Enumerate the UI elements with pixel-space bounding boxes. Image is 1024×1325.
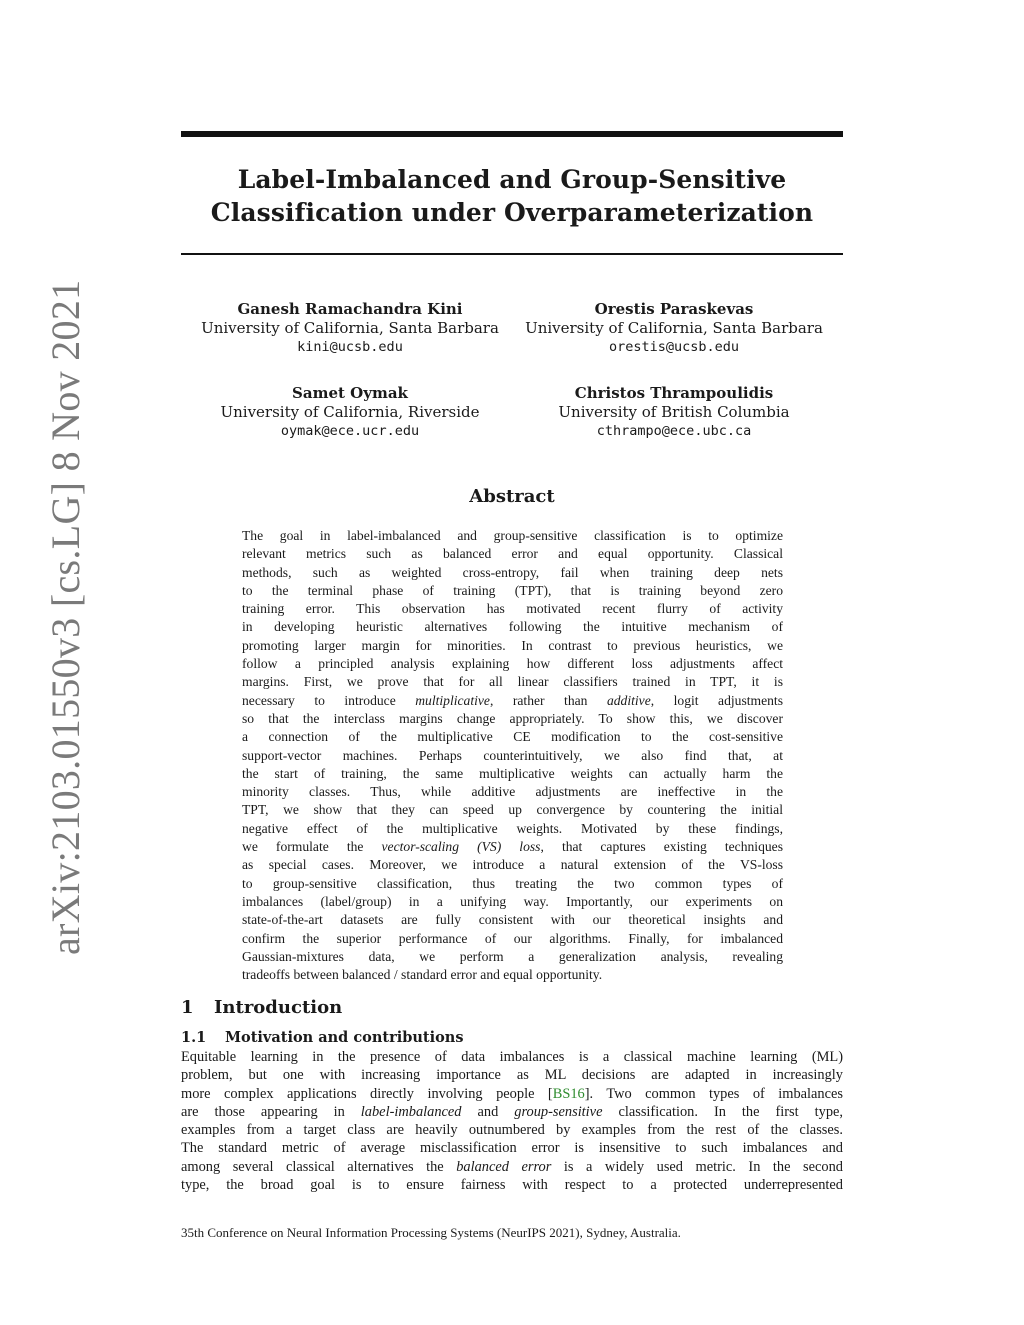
abstract-line: promoting larger margin for minorities. In contrast to previous heuristics, we bbox=[242, 637, 783, 653]
author-affiliation: University of British Columbia bbox=[558, 403, 790, 421]
abstract-line: methods, such as weighted cross-entropy, fail when training deep nets bbox=[242, 564, 783, 580]
subsection-title: Motivation and contributions bbox=[225, 1029, 464, 1046]
title-line-2: Classification under Overparameterization bbox=[210, 198, 814, 227]
author-email[interactable]: cthrampo@ece.ubc.ca bbox=[596, 423, 752, 439]
abstract-line: TPT, we show that they can speed up convergence by countering the initial bbox=[242, 802, 783, 818]
abstract-line: to group-sensitive classification, thus treating the two common types of bbox=[242, 875, 783, 891]
abstract-line: as special cases. Moreover, we introduce a natural extension of the VS-loss bbox=[242, 857, 783, 873]
abstract-line: so that the interclass margins change appropriately. To show this, we discover bbox=[242, 710, 783, 726]
abstract-line: follow a principled analysis explaining how different loss adjustments affect bbox=[242, 656, 783, 672]
author-name: Ganesh Ramachandra Kini bbox=[237, 300, 463, 318]
intro-paragraph bbox=[181, 1048, 843, 1194]
body-line: are those appearing in label-imbalanced and group-sensitive classification. In the first type, bbox=[181, 1103, 844, 1120]
arxiv-stamp: arXiv:2103.01550v3 [cs.LG] 8 Nov 2021 bbox=[43, 279, 88, 955]
abstract-line: we formulate the vector-scaling (VS) loss, that captures existing techniques bbox=[242, 839, 784, 855]
author-name: Samet Oymak bbox=[292, 384, 408, 402]
body-line: problem, but one with increasing importance as ML decisions are adapted in increasingly bbox=[181, 1067, 843, 1084]
author-block bbox=[514, 384, 834, 441]
abstract-line: minority classes. Thus, while additive adjustments are ineffective in the bbox=[242, 784, 783, 800]
abstract-line: relevant metrics such as balanced error and equal opportunity. Classical bbox=[242, 546, 783, 562]
abstract-line: a connection of the multiplicative CE modification to the cost-sensitive bbox=[242, 729, 783, 745]
subsection-number: 1.1 bbox=[181, 1029, 207, 1046]
subsection-heading bbox=[181, 1029, 464, 1046]
abstract-line: imbalances (label/group) in a unifying way. Importantly, our experiments on bbox=[242, 893, 783, 909]
abstract-line: The goal in label-imbalanced and group-sensitive classification is to optimize bbox=[242, 528, 783, 543]
author-block bbox=[190, 384, 510, 441]
section-heading bbox=[181, 997, 342, 1018]
abstract-heading: Abstract bbox=[469, 486, 555, 507]
author-block bbox=[190, 300, 510, 357]
author-name: Christos Thrampoulidis bbox=[574, 384, 774, 402]
paper-title bbox=[181, 163, 843, 229]
body-line: The standard metric of average misclassification error is insensitive to such imbalances and bbox=[181, 1140, 843, 1157]
abstract-line: the start of training, the same multiplicative weights can actually harm the bbox=[242, 765, 783, 781]
section-title: Introduction bbox=[214, 997, 343, 1018]
abstract-line: Gaussian-mixtures data, we perform a generalization analysis, revealing bbox=[242, 948, 783, 964]
abstract-line: confirm the superior performance of our algorithms. Finally, for imbalanced bbox=[242, 930, 783, 946]
author-email[interactable]: kini@ucsb.edu bbox=[297, 339, 403, 355]
author-email[interactable]: orestis@ucsb.edu bbox=[608, 339, 740, 355]
abstract-line: negative effect of the multiplicative weights. Motivated by these findings, bbox=[242, 820, 783, 836]
abstract-line: training error. This observation has motivated recent flurry of activity bbox=[242, 601, 783, 617]
section-number: 1 bbox=[181, 997, 194, 1018]
citation-link[interactable]: BS16 bbox=[552, 1085, 585, 1102]
body-line: Equitable learning in the presence of data imbalances is a classical machine learning (ML) bbox=[181, 1049, 843, 1065]
title-line-1: Label-Imbalanced and Group-Sensitive bbox=[237, 165, 787, 194]
conference-footer: 35th Conference on Neural Information Processing Systems (NeurIPS 2021), Sydney, Australia. bbox=[181, 1225, 681, 1240]
body-line: type, the broad goal is to ensure fairness with respect to a protected underrepresented bbox=[181, 1177, 843, 1194]
title-top-rule bbox=[181, 131, 843, 137]
author-affiliation: University of California, Riverside bbox=[220, 403, 480, 421]
body-line: among several classical alternatives the balanced error is a widely used metric. In the second bbox=[181, 1158, 844, 1175]
abstract-line: to the terminal phase of training (TPT), that is training beyond zero bbox=[242, 582, 783, 598]
author-affiliation: University of California, Santa Barbara bbox=[525, 319, 823, 337]
body-line: more complex applications directly involving people [BS16]. Two common types of imbalances bbox=[181, 1085, 843, 1102]
abstract-line: tradeoffs between balanced / standard error and equal opportunity. bbox=[242, 967, 603, 983]
abstract-line: support-vector machines. Perhaps counterintuitively, we also find that, at bbox=[242, 747, 783, 763]
abstract-line: margins. First, we prove that for all linear classifiers trained in TPT, it is bbox=[242, 674, 783, 690]
title-bottom-rule bbox=[181, 253, 843, 255]
author-block bbox=[514, 300, 834, 357]
abstract-body bbox=[242, 527, 783, 984]
abstract-line: in developing heuristic alternatives following the intuitive mechanism of bbox=[242, 619, 783, 635]
abstract-line: state-of-the-art datasets are fully consistent with our theoretical insights and bbox=[242, 912, 783, 928]
author-name: Orestis Paraskevas bbox=[594, 300, 754, 318]
body-line: examples from a target class are heavily outnumbered by examples from the rest of the classes. bbox=[181, 1122, 843, 1139]
author-affiliation: University of California, Santa Barbara bbox=[201, 319, 499, 337]
abstract-line: necessary to introduce multiplicative, rather than additive, logit adjustments bbox=[242, 692, 783, 708]
author-email[interactable]: oymak@ece.ucr.edu bbox=[280, 423, 420, 439]
